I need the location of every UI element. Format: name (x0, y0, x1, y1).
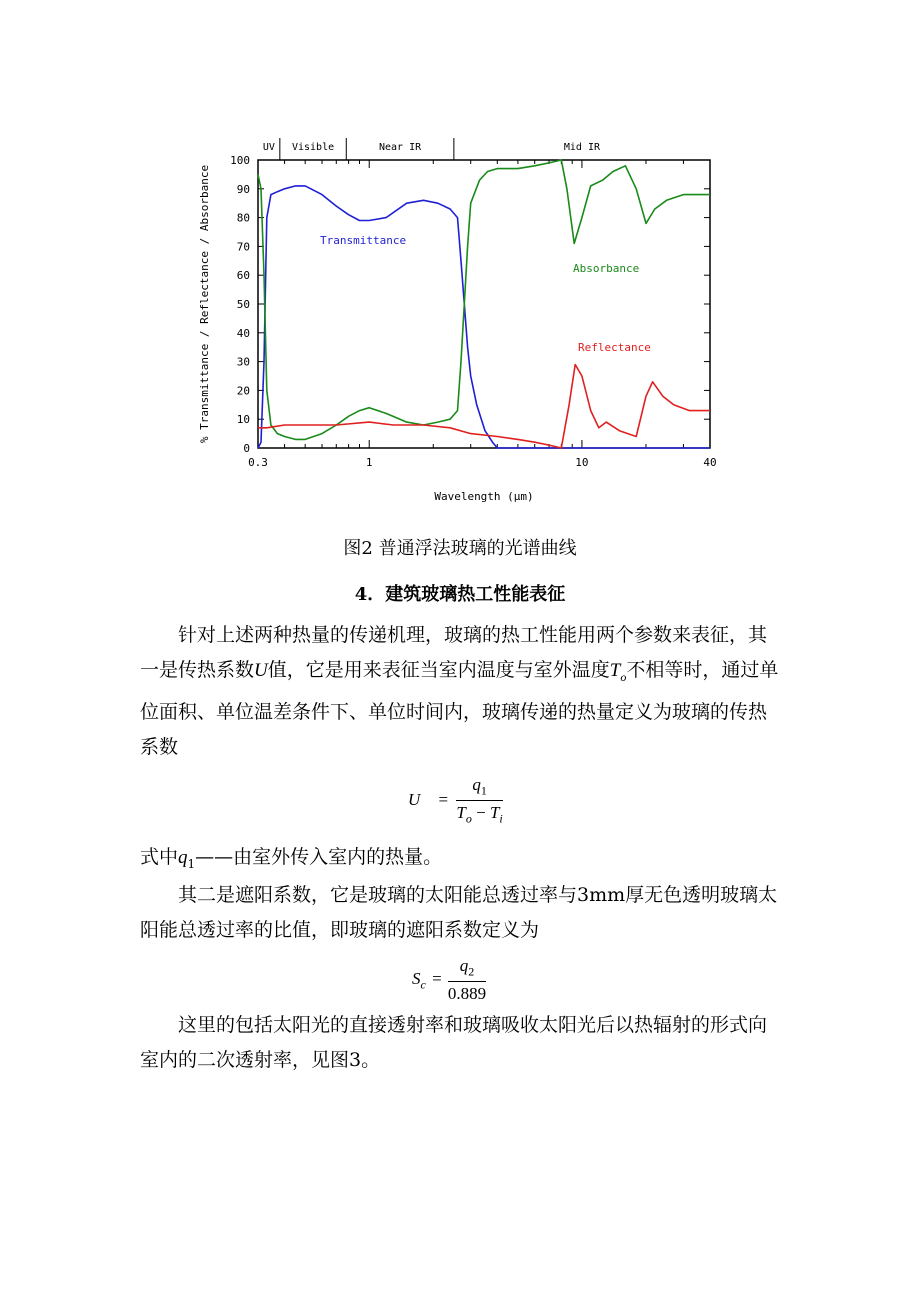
y-axis-label: % Transmittance / Reflectance / Absorbance (198, 164, 211, 444)
label-transmittance: Transmittance (320, 234, 407, 247)
paragraph-4: 这里的包括太阳光的直接透射率和玻璃吸收太阳光后以热辐射的形式向室内的二次透射率，见图3。 (140, 1014, 768, 1071)
y-axis (230, 154, 710, 455)
y-tick-label: 70 (236, 240, 250, 254)
formula-u: U = $\frac{q_1}{T_o - T_i}$ (408, 775, 503, 826)
region-label: Visible (291, 142, 335, 153)
plot-frame (258, 160, 710, 448)
y-tick-label: 50 (236, 298, 250, 311)
region-bar (263, 138, 601, 160)
y-tick-label: 10 (236, 413, 250, 427)
x-tick-label: 1 (365, 456, 373, 469)
label-absorbance: Absorbance (573, 262, 640, 275)
region-label: Mid IR (563, 142, 600, 153)
paragraph-2: 式中$q_1——$由室外传入室内的热量。 (140, 846, 443, 871)
x-tick-label: 10 (575, 456, 589, 469)
y-tick-label: 80 (236, 211, 250, 225)
y-tick-label: 90 (236, 182, 250, 196)
y-tick-label: 40 (236, 326, 250, 340)
label-reflectance: Reflectance (578, 341, 651, 354)
section-heading: 4．建筑玻璃热工性能表征 (354, 584, 566, 605)
series-line-reflectance (258, 365, 710, 449)
region-label: Near IR (378, 142, 422, 153)
paragraph-1: 针对上述两种热量的传递机理，玻璃的热工性能用两个参数来表征，其一是传热系数U值，它是用来表征当室内温度与室外温度$T_o$不相等时，通过单位面积、单位温差条件下、单位时间内，玻璃传递的热量定义为玻璃的传热系数 (140, 624, 779, 758)
y-tick-label: 30 (236, 355, 250, 369)
paragraph-3: 其二是遮阳系数，它是玻璃的太阳能总透过率与3mm厚无色透明玻璃太阳能总透过率的比值，即玻璃的遮阳系数定义为 (140, 884, 778, 941)
y-tick-label: 60 (236, 269, 250, 283)
x-tick-label: 0.3 (248, 456, 268, 469)
x-tick-label: 40 (703, 456, 717, 469)
spectral-chart (190, 130, 730, 510)
x-axis-label: Wavelength (µm) (434, 490, 534, 503)
figure-caption: 图2 普通浮法玻璃的光谱曲线 (343, 538, 577, 559)
y-tick-label: 0 (243, 442, 250, 455)
y-tick-label: 100 (230, 154, 250, 167)
series-group (258, 160, 710, 448)
series-line-absorbance (258, 160, 710, 439)
region-label: UV (262, 142, 275, 153)
y-tick-label: 20 (236, 384, 250, 398)
formula-sc: $S_c$ = $\frac{q_2}{0.889}$ (412, 956, 487, 1004)
